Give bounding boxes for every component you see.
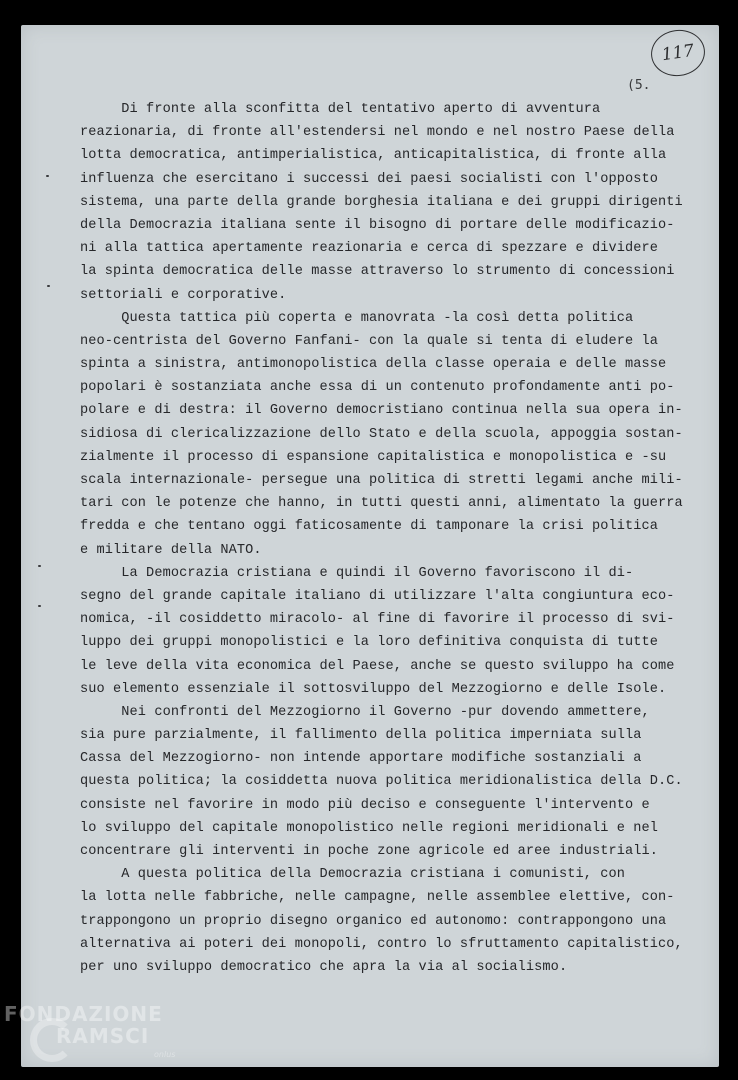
text-line: sistema, una parte della grande borghesia italiana e dei gruppi dirigenti <box>80 194 683 210</box>
text-line: Di fronte alla sconfitta del tentativo aperto di avventura <box>80 102 601 117</box>
text-line: A questa politica della Democrazia cristiana i comunisti, con <box>80 867 625 883</box>
text-line: trappongono un proprio disegno organico ed autonomo: contrappongono una <box>80 913 667 929</box>
text-line: La Democrazia cristiana e quindi il Governo favoriscono il di- <box>80 565 634 581</box>
typewritten-body <box>80 98 720 979</box>
margin-mark <box>38 565 41 567</box>
text-line: concentrare gli interventi in poche zone agricole ed aree industriali. <box>80 844 659 859</box>
text-line: alternativa ai poteri dei monopoli, contro lo sfruttamento capitalistico, <box>80 936 683 952</box>
text-line: Nei confronti del Mezzogiorno il Governo -pur dovendo ammettere, <box>80 704 650 720</box>
text-line: questa politica; la cosiddetta nuova politica meridionalistica della D.C. <box>80 774 683 790</box>
archive-number-stamp: 117 <box>648 26 708 79</box>
text-line: fredda e che tentano oggi faticosamente di tamponare la crisi politica <box>80 519 659 535</box>
text-line: nomica, -il cosiddetto miracolo- al fine di favorire il processo di svi- <box>80 612 675 628</box>
fondazione-gramsci-watermark <box>4 998 204 1078</box>
text-line: la lotta nelle fabbriche, nelle campagne, nelle assemblee elettive, con- <box>80 890 675 906</box>
watermark-line2: RAMSCI <box>56 1024 150 1048</box>
text-line: le leve della vita economica del Paese, anche se questo sviluppo ha come <box>80 658 675 674</box>
margin-mark <box>38 605 41 607</box>
text-line: neo-centrista del Governo Fanfani- con la quale si tenta di eludere la <box>80 333 659 349</box>
text-line: Cassa del Mezzogiorno- non intende apportare modifiche sostanziali a <box>80 751 642 767</box>
text-line: polare e di destra: il Governo democristiano continua nella sua opera in- <box>80 403 683 419</box>
text-line: spinta a sinistra, antimonopolistica della classe operaia e delle masse <box>80 357 667 373</box>
page-number: (5 . <box>627 78 650 93</box>
text-line: luppo dei gruppi monopolistici e la loro definitiva conquista di tutte <box>80 635 659 651</box>
text-line: sia pure parzialmente, il fallimento della politica imperniata sulla <box>80 728 642 744</box>
text-line: suo elemento essenziale il sottosviluppo del Mezzogiorno e delle Isole. <box>80 681 667 697</box>
text-line: e militare della NATO. <box>80 542 262 558</box>
text-line: consiste nel favorire in modo più deciso e conseguente l'intervento e <box>80 797 650 813</box>
text-line: tari con le potenze che hanno, in tutti questi anni, alimentato la guerra <box>80 496 683 512</box>
text-line: per uno sviluppo democratico che apra la via al socialismo. <box>80 959 568 975</box>
text-line: lotta democratica, antimperialistica, anticapitalistica, di fronte alla <box>80 148 667 164</box>
text-line: reazionaria, di fronte all'estendersi nel mondo e nel nostro Paese della <box>80 125 675 141</box>
watermark-onlus: onlus <box>154 1050 176 1059</box>
text-line: popolari è sostanziata anche essa di un contenuto profondamente anti po- <box>80 380 675 396</box>
margin-mark <box>47 285 50 287</box>
margin-mark <box>46 175 49 177</box>
text-line: sidiosa di clericalizzazione dello Stato e della scuola, appoggia sostan- <box>80 426 683 442</box>
text-line: scala internazionale- persegue una politica di stretti legami anche mili- <box>80 473 683 488</box>
text-line: ni alla tattica apertamente reazionaria e cerca di spezzare e dividere <box>80 241 659 257</box>
watermark-line1: FONDAZIONE <box>4 1002 163 1026</box>
text-line: segno del grande capitale italiano di utilizzare l'alta congiuntura eco- <box>80 588 675 604</box>
text-line: zialmente il processo di espansione capitalistica e monopolistica e -su <box>80 449 667 465</box>
text-line: della Democrazia italiana sente il bisogno di portare delle modificazio- <box>80 217 675 233</box>
text-line: la spinta democratica delle masse attraverso lo strumento di concessioni <box>80 264 675 280</box>
text-line: Questa tattica più coperta e manovrata -la così detta politica <box>80 310 634 326</box>
text-line: influenza che esercitano i successi dei paesi socialisti con l'opposto <box>80 171 659 187</box>
text-line: lo sviluppo del capitale monopolistico nelle regioni meridionali e nel <box>80 820 659 836</box>
text-line: settoriali e corporative. <box>80 287 287 303</box>
